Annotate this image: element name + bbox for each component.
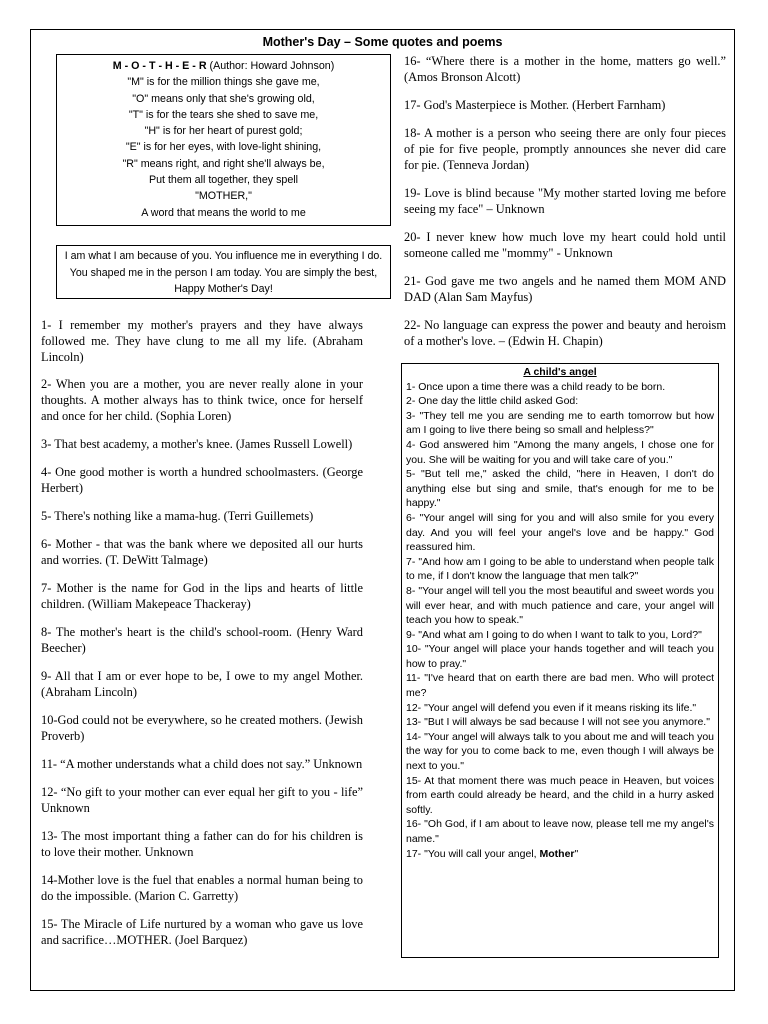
- quote-item: 13- The most important thing a father can do for his children is to love their mother. Unknown: [41, 829, 363, 859]
- angel-line: 8- "Your angel will tell you the most beautiful and sweet words you will ever hear, and with much patience and care, your angel will teach you how to speak.": [406, 584, 714, 627]
- quote-item: 18- A mother is a person who seeing there are only four pieces of pie for five people, promptly announces she never did care for pie. (Tenneva Jordan): [404, 126, 726, 172]
- quote-item: 1- I remember my mother's prayers and they have always followed me. They have clung to me all my life. (Abraham Lincoln): [41, 318, 363, 364]
- angel-line: 9- "And what am I going to do when I want to talk to you, Lord?": [406, 628, 702, 641]
- angel-line-last: [406, 847, 714, 862]
- angel-last-bold: Mother: [539, 847, 575, 860]
- poem-heading: [61, 58, 386, 74]
- quote-item: 21- God gave me two angels and he named them MOM AND DAD (Alan Sam Mayfus): [404, 274, 726, 304]
- angel-line: 14- "Your angel will always talk to you about me and will teach you the way for you to come back to me, even though I will always be next to you.": [406, 730, 715, 773]
- angel-last-prefix: 17- "You will call your angel,: [406, 847, 540, 860]
- quote-item: 22- No language can express the power and beauty and heroism of a mother's love. – (Edwin H. Chapin): [404, 318, 726, 348]
- angel-line: 16- "Oh God, if I am about to leave now, please tell me my angel's name.": [406, 818, 714, 845]
- angel-line: 7- "And how am I going to be able to understand when people talk to me, if I don't know the language that men talk?": [406, 555, 714, 583]
- quote-item: 2- When you are a mother, you are never really alone in your thoughts. A mother always has to think twice, once for herself and once for her child. (Sophia Loren): [41, 377, 363, 423]
- quote-item: 5- There's nothing like a mama-hug. (Terri Guillemets): [41, 509, 314, 523]
- angel-last-suffix: ": [574, 847, 579, 860]
- angel-lines: [406, 380, 714, 847]
- poem-line: Put them all together, they spell: [148, 174, 299, 187]
- poem-line: "O" means only that she's growing old,: [132, 92, 315, 105]
- angel-line: 13- "But I will always be sad because I will not see you anymore.": [406, 716, 710, 729]
- quote-item: 14-Mother love is the fuel that enables a normal human being to do the impossible. (Marion C. Garretty): [41, 873, 363, 903]
- quote-item: 17- God's Masterpiece is Mother. (Herbert Farnham): [404, 98, 666, 112]
- angel-line: 1- Once upon a time there was a child ready to be born.: [406, 380, 666, 393]
- angel-line: 15- At that moment there was much peace in Heaven, but voices from earth could already be heard, and the child in a hurry asked softly.: [406, 774, 714, 816]
- poem-acrostic: M - O - T - H - E - R: [112, 60, 207, 72]
- quote-item: 16- “Where there is a mother in the home, matters go well.” (Amos Bronson Alcott): [404, 54, 726, 84]
- quote-item: 7- Mother is the name for God in the lips and hearts of little children. (William Makepeace Thackeray): [41, 581, 363, 611]
- poem-lines: [61, 74, 386, 221]
- quote-item: 19- Love is blind because "My mother started loving me before seeing my face" – Unknown: [404, 186, 726, 216]
- angel-line: 3- "They tell me you are sending me to earth tomorrow but how am I going to live there being so small and helpless?": [406, 409, 714, 437]
- angel-title: A child's angel: [523, 366, 597, 378]
- poem-author: (Author: Howard Johnson): [206, 60, 335, 72]
- quote-item: 20- I never knew how much love my heart could hold until someone called me "mommy" - Unknown: [404, 230, 726, 260]
- angel-line: 11- "I've heard that on earth there are bad men. Who will protect me?: [406, 672, 714, 700]
- poem-line: A word that means the world to me: [141, 206, 306, 219]
- left-quotes-column: [41, 317, 363, 948]
- poem-line: "M" is for the million things she gave me,: [127, 76, 320, 89]
- angel-line: 5- "But tell me," asked the child, "here in Heaven, I don't do anything else but sing and smile, that's enough for me to be happy.": [406, 468, 714, 510]
- dedication-text: I am what I am because of you. You influence me in everything I do. You shaped me in the person I am today. You are simply the best, Happy Mother's Day!: [64, 250, 383, 295]
- poem-line: "E" is for her eyes, with love-light shining,: [125, 141, 322, 154]
- page-title: Mother's Day – Some quotes and poems: [262, 35, 503, 49]
- angel-line: 4- God answered him "Among the many angels, I chose one for you. She will be waiting for you and will take care of you.": [406, 438, 714, 466]
- quote-item: 9- All that I am or ever hope to be, I owe to my angel Mother. (Abraham Lincoln): [41, 669, 363, 699]
- angel-line: 10- "Your angel will place your hands together and will teach you how to pray.": [406, 643, 714, 670]
- angel-line: 12- "Your angel will defend you even if it means risking its life.": [406, 701, 697, 714]
- page-frame: [30, 29, 735, 991]
- dedication-box: [56, 245, 391, 299]
- right-quotes-column: [404, 53, 726, 349]
- poem-line: "MOTHER,": [195, 190, 252, 203]
- quote-item: 11- “A mother understands what a child does not say.” Unknown: [41, 757, 363, 771]
- childs-angel-box: [401, 363, 719, 958]
- poem-line: "T" is for the tears she shed to save me,: [128, 108, 319, 121]
- poem-line: "R" means right, and right she'll always be,: [122, 157, 325, 170]
- poem-line: "H" is for her heart of purest gold;: [144, 125, 303, 138]
- quote-item: 3- That best academy, a mother's knee. (James Russell Lowell): [41, 437, 353, 451]
- quote-item: 12- “No gift to your mother can ever equal her gift to you - life” Unknown: [41, 785, 363, 815]
- mother-poem-box: [56, 54, 391, 226]
- angel-line: 6- "Your angel will sing for you and will also smile for you every day. And you will feel your angel's love and be happy." God reassured him.: [406, 511, 714, 554]
- quote-item: 6- Mother - that was the bank where we deposited all our hurts and worries. (T. DeWitt Talmage): [41, 537, 363, 567]
- angel-line: 2- One day the little child asked God:: [406, 395, 579, 408]
- quote-item: 10-God could not be everywhere, so he created mothers. (Jewish Proverb): [41, 713, 363, 743]
- quote-item: 8- The mother's heart is the child's school-room. (Henry Ward Beecher): [41, 625, 363, 655]
- quote-item: 15- The Miracle of Life nurtured by a woman who gave us love and sacrifice…MOTHER. (Joel Barquez): [41, 917, 363, 947]
- quote-item: 4- One good mother is worth a hundred schoolmasters. (George Herbert): [41, 465, 363, 495]
